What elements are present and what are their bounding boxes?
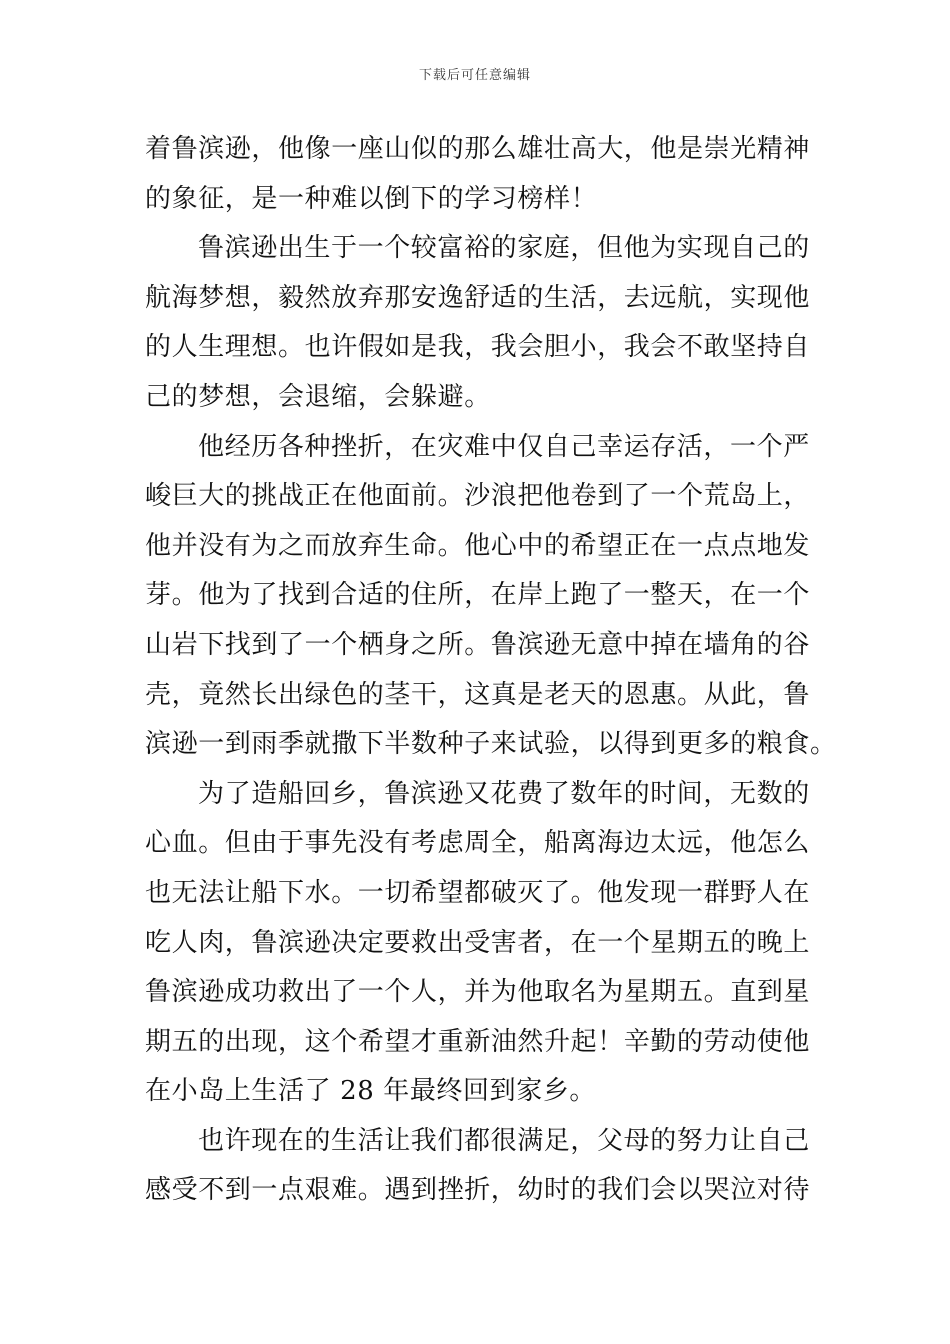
text-line: 也无法让船下水。一切希望都破灭了。他发现一群野人在 [145, 877, 811, 908]
paragraph [145, 224, 810, 422]
text-line: 航海梦想，毅然放弃那安逸舒适的生活，去远航，实现他 [145, 282, 811, 313]
text-line: 他并没有为之而放弃生命。他心中的希望正在一点点地发 [145, 530, 811, 561]
text-line: 峻巨大的挑战正在他面前。沙浪把他卷到了一个荒岛上， [145, 481, 811, 512]
text-line: 为了造船回乡，鲁滨逊又花费了数年的时间，无数的 [198, 778, 810, 809]
text-line: 壳，竟然长出绿色的茎干，这真是老天的恩惠。从此，鲁 [145, 679, 811, 710]
paragraph [145, 423, 837, 770]
text-line: 鲁滨逊出生于一个较富裕的家庭，但他为实现自己的 [198, 233, 810, 264]
text-line: 着鲁滨逊，他像一座山似的那么雄壮高大，他是崇光精神 [145, 134, 811, 164]
text-line: 吃人肉，鲁滨逊决定要救出受害者，在一个星期五的晚上 [145, 927, 811, 958]
text-line: 在小岛上生活了 28 年最终回到家乡。 [145, 1076, 597, 1107]
text-line: 鲁滨逊成功救出了一个人，并为他取名为星期五。直到星 [145, 977, 811, 1008]
text-line: 也许现在的生活让我们都很满足，父母的努力让自己 [198, 1125, 810, 1156]
text-line: 感受不到一点艰难。遇到挫折，幼时的我们会以哭泣对待 [145, 1175, 811, 1206]
text-line: 心血。但由于事先没有考虑周全，船离海边太远，他怎么 [145, 828, 811, 859]
text-line: 芽。他为了找到合适的住所，在岸上跑了一整天，在一个 [145, 580, 811, 611]
text-line: 他经历各种挫折，在灾难中仅自己幸运存活，一个严 [198, 431, 810, 462]
text-line: 期五的出现，这个希望才重新油然升起！辛勤的劳动使他 [145, 1026, 811, 1057]
text-line: 滨逊一到雨季就撒下半数种子来试验，以得到更多的粮食。 [145, 729, 837, 760]
text-line: 己的梦想，会退缩，会躲避。 [145, 381, 491, 412]
page-header: 下载后可任意编辑 [418, 68, 531, 83]
document-body [145, 125, 837, 1216]
text-line: 的人生理想。也许假如是我，我会胆小，我会不敢坚持自 [145, 332, 811, 363]
paragraph [145, 125, 810, 224]
text-line: 山岩下找到了一个栖身之所。鲁滨逊无意中掉在墙角的谷 [145, 629, 811, 660]
paragraph [145, 770, 810, 1117]
paragraph [145, 1117, 810, 1216]
text-line: 的象征，是一种难以倒下的学习榜样！ [145, 183, 598, 214]
